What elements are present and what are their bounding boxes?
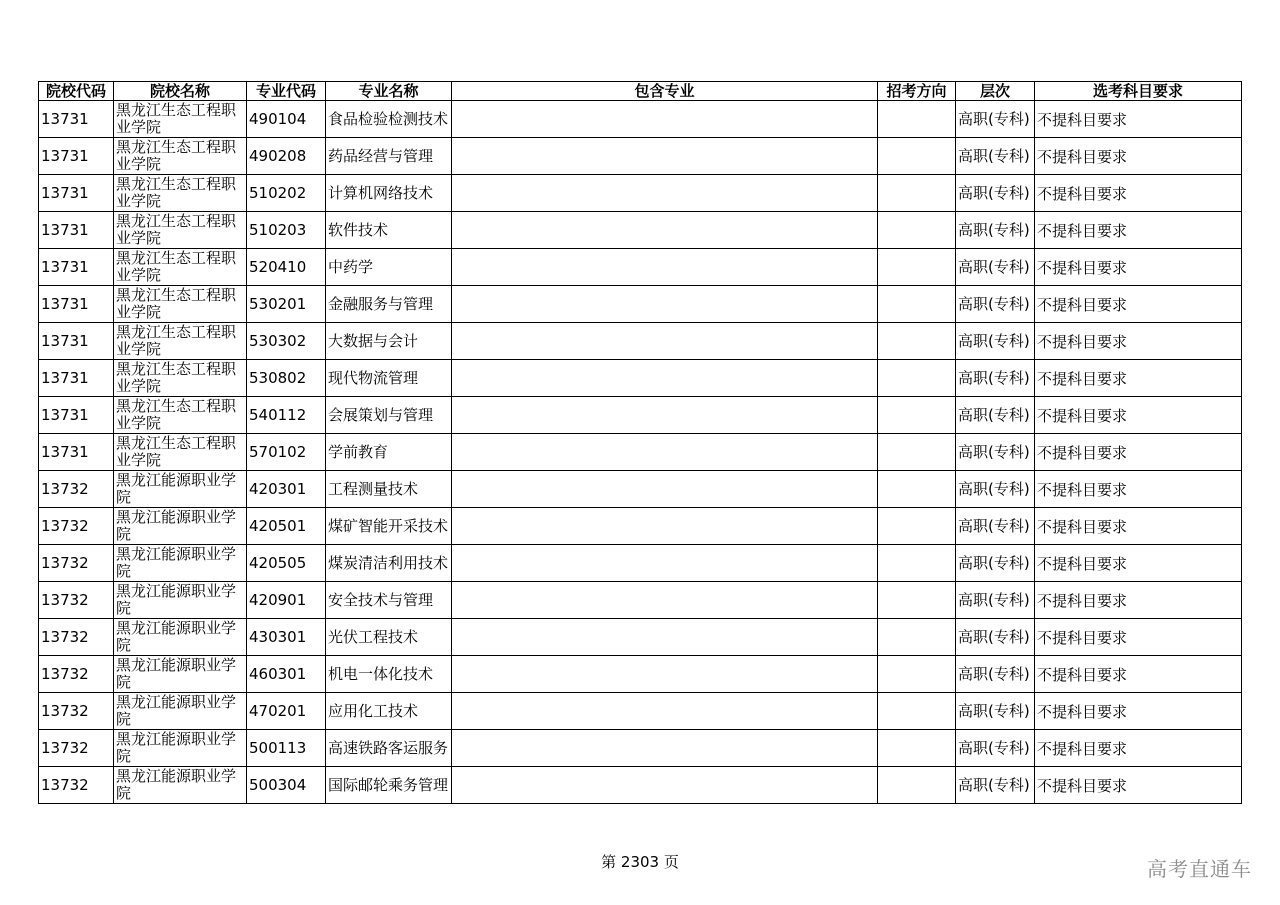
header-direction: 招考方向 [878, 82, 956, 101]
cell-level: 高职(专科) [956, 138, 1035, 175]
cell-major-name: 光伏工程技术 [326, 619, 452, 656]
cell-major-code: 530802 [247, 360, 326, 397]
header-school-name: 院校名称 [114, 82, 247, 101]
cell-subject-requirement: 不提科目要求 [1035, 471, 1242, 508]
cell-level: 高职(专科) [956, 693, 1035, 730]
cell-included-majors [452, 101, 878, 138]
cell-school-name: 黑龙江生态工程职业学院 [114, 286, 247, 323]
cell-school-name: 黑龙江生态工程职业学院 [114, 138, 247, 175]
cell-level: 高职(专科) [956, 767, 1035, 804]
cell-included-majors [452, 656, 878, 693]
header-subject-requirement: 选考科目要求 [1035, 82, 1242, 101]
cell-level: 高职(专科) [956, 656, 1035, 693]
cell-school-code: 13731 [39, 138, 114, 175]
cell-subject-requirement: 不提科目要求 [1035, 582, 1242, 619]
cell-level: 高职(专科) [956, 212, 1035, 249]
cell-school-code: 13732 [39, 656, 114, 693]
cell-school-name: 黑龙江能源职业学院 [114, 730, 247, 767]
cell-school-name: 黑龙江生态工程职业学院 [114, 397, 247, 434]
cell-school-name: 黑龙江生态工程职业学院 [114, 323, 247, 360]
cell-major-code: 470201 [247, 693, 326, 730]
cell-direction [878, 101, 956, 138]
cell-direction [878, 656, 956, 693]
cell-school-code: 13731 [39, 360, 114, 397]
cell-level: 高职(专科) [956, 545, 1035, 582]
cell-included-majors [452, 730, 878, 767]
cell-subject-requirement: 不提科目要求 [1035, 323, 1242, 360]
table-body [39, 101, 1242, 804]
cell-school-name: 黑龙江生态工程职业学院 [114, 101, 247, 138]
cell-included-majors [452, 471, 878, 508]
cell-included-majors [452, 138, 878, 175]
cell-school-code: 13732 [39, 508, 114, 545]
cell-included-majors [452, 582, 878, 619]
cell-subject-requirement: 不提科目要求 [1035, 767, 1242, 804]
cell-school-name: 黑龙江能源职业学院 [114, 767, 247, 804]
cell-subject-requirement: 不提科目要求 [1035, 619, 1242, 656]
table-row [39, 212, 1242, 249]
cell-direction [878, 286, 956, 323]
cell-major-name: 药品经营与管理 [326, 138, 452, 175]
cell-subject-requirement: 不提科目要求 [1035, 508, 1242, 545]
cell-subject-requirement: 不提科目要求 [1035, 693, 1242, 730]
cell-included-majors [452, 249, 878, 286]
cell-school-name: 黑龙江生态工程职业学院 [114, 434, 247, 471]
cell-direction [878, 508, 956, 545]
table-row [39, 101, 1242, 138]
cell-level: 高职(专科) [956, 730, 1035, 767]
cell-direction [878, 175, 956, 212]
header-major-name: 专业名称 [326, 82, 452, 101]
cell-direction [878, 767, 956, 804]
cell-subject-requirement: 不提科目要求 [1035, 656, 1242, 693]
cell-school-code: 13732 [39, 730, 114, 767]
cell-major-name: 软件技术 [326, 212, 452, 249]
table-row [39, 582, 1242, 619]
cell-school-name: 黑龙江能源职业学院 [114, 545, 247, 582]
table-row [39, 434, 1242, 471]
table-row [39, 286, 1242, 323]
cell-major-name: 会展策划与管理 [326, 397, 452, 434]
cell-school-code: 13732 [39, 582, 114, 619]
cell-direction [878, 434, 956, 471]
page-number: 第 2303 页 [601, 853, 679, 871]
cell-included-majors [452, 693, 878, 730]
cell-major-code: 490208 [247, 138, 326, 175]
cell-major-name: 高速铁路客运服务 [326, 730, 452, 767]
cell-direction [878, 582, 956, 619]
cell-school-code: 13731 [39, 249, 114, 286]
cell-school-name: 黑龙江生态工程职业学院 [114, 360, 247, 397]
cell-major-code: 490104 [247, 101, 326, 138]
cell-school-name: 黑龙江能源职业学院 [114, 582, 247, 619]
table-row [39, 508, 1242, 545]
cell-level: 高职(专科) [956, 508, 1035, 545]
cell-school-code: 13732 [39, 693, 114, 730]
cell-level: 高职(专科) [956, 323, 1035, 360]
cell-major-name: 金融服务与管理 [326, 286, 452, 323]
cell-school-code: 13731 [39, 434, 114, 471]
cell-major-code: 420501 [247, 508, 326, 545]
cell-major-name: 中药学 [326, 249, 452, 286]
cell-included-majors [452, 175, 878, 212]
cell-subject-requirement: 不提科目要求 [1035, 286, 1242, 323]
admissions-table [38, 81, 1242, 804]
cell-direction [878, 212, 956, 249]
cell-subject-requirement: 不提科目要求 [1035, 175, 1242, 212]
cell-included-majors [452, 286, 878, 323]
cell-level: 高职(专科) [956, 360, 1035, 397]
cell-school-name: 黑龙江能源职业学院 [114, 471, 247, 508]
cell-subject-requirement: 不提科目要求 [1035, 212, 1242, 249]
cell-major-code: 500113 [247, 730, 326, 767]
cell-school-code: 13732 [39, 619, 114, 656]
table-row [39, 175, 1242, 212]
cell-major-code: 420301 [247, 471, 326, 508]
cell-major-code: 510203 [247, 212, 326, 249]
cell-level: 高职(专科) [956, 101, 1035, 138]
header-included-majors: 包含专业 [452, 82, 878, 101]
cell-school-name: 黑龙江能源职业学院 [114, 619, 247, 656]
cell-direction [878, 730, 956, 767]
cell-major-code: 520410 [247, 249, 326, 286]
cell-major-code: 510202 [247, 175, 326, 212]
cell-included-majors [452, 508, 878, 545]
cell-major-name: 应用化工技术 [326, 693, 452, 730]
cell-major-name: 国际邮轮乘务管理 [326, 767, 452, 804]
cell-included-majors [452, 212, 878, 249]
cell-school-code: 13731 [39, 212, 114, 249]
cell-major-name: 学前教育 [326, 434, 452, 471]
table-row [39, 767, 1242, 804]
cell-major-code: 500304 [247, 767, 326, 804]
cell-subject-requirement: 不提科目要求 [1035, 545, 1242, 582]
cell-direction [878, 397, 956, 434]
cell-school-name: 黑龙江能源职业学院 [114, 693, 247, 730]
cell-major-code: 420505 [247, 545, 326, 582]
cell-school-name: 黑龙江能源职业学院 [114, 656, 247, 693]
cell-direction [878, 249, 956, 286]
cell-major-name: 安全技术与管理 [326, 582, 452, 619]
cell-school-code: 13731 [39, 101, 114, 138]
cell-major-code: 570102 [247, 434, 326, 471]
cell-included-majors [452, 360, 878, 397]
cell-school-code: 13731 [39, 175, 114, 212]
cell-major-name: 工程测量技术 [326, 471, 452, 508]
cell-subject-requirement: 不提科目要求 [1035, 138, 1242, 175]
cell-school-code: 13731 [39, 397, 114, 434]
table-row [39, 656, 1242, 693]
cell-subject-requirement: 不提科目要求 [1035, 397, 1242, 434]
cell-direction [878, 693, 956, 730]
cell-major-code: 530302 [247, 323, 326, 360]
table-row [39, 138, 1242, 175]
cell-included-majors [452, 545, 878, 582]
cell-major-code: 430301 [247, 619, 326, 656]
cell-school-code: 13732 [39, 545, 114, 582]
cell-level: 高职(专科) [956, 286, 1035, 323]
table-row [39, 397, 1242, 434]
header-school-code: 院校代码 [39, 82, 114, 101]
cell-subject-requirement: 不提科目要求 [1035, 434, 1242, 471]
table-row [39, 693, 1242, 730]
cell-school-code: 13732 [39, 471, 114, 508]
cell-direction [878, 545, 956, 582]
table-row [39, 545, 1242, 582]
cell-school-name: 黑龙江能源职业学院 [114, 508, 247, 545]
cell-school-name: 黑龙江生态工程职业学院 [114, 175, 247, 212]
table-row [39, 360, 1242, 397]
cell-school-code: 13731 [39, 323, 114, 360]
table-row [39, 471, 1242, 508]
cell-school-code: 13731 [39, 286, 114, 323]
cell-direction [878, 323, 956, 360]
cell-included-majors [452, 767, 878, 804]
cell-major-code: 460301 [247, 656, 326, 693]
cell-school-code: 13732 [39, 767, 114, 804]
cell-level: 高职(专科) [956, 434, 1035, 471]
cell-major-name: 现代物流管理 [326, 360, 452, 397]
table-header-row [39, 82, 1242, 101]
cell-level: 高职(专科) [956, 249, 1035, 286]
cell-level: 高职(专科) [956, 397, 1035, 434]
cell-direction [878, 619, 956, 656]
cell-included-majors [452, 434, 878, 471]
cell-major-code: 540112 [247, 397, 326, 434]
header-level: 层次 [956, 82, 1035, 101]
cell-school-name: 黑龙江生态工程职业学院 [114, 249, 247, 286]
cell-level: 高职(专科) [956, 582, 1035, 619]
table-row [39, 619, 1242, 656]
cell-included-majors [452, 323, 878, 360]
cell-level: 高职(专科) [956, 175, 1035, 212]
cell-direction [878, 360, 956, 397]
cell-included-majors [452, 397, 878, 434]
cell-major-code: 530201 [247, 286, 326, 323]
cell-direction [878, 471, 956, 508]
cell-subject-requirement: 不提科目要求 [1035, 360, 1242, 397]
cell-major-name: 机电一体化技术 [326, 656, 452, 693]
cell-school-name: 黑龙江生态工程职业学院 [114, 212, 247, 249]
cell-major-code: 420901 [247, 582, 326, 619]
watermark: 高考直通车 [1147, 857, 1252, 881]
cell-major-name: 计算机网络技术 [326, 175, 452, 212]
cell-major-name: 煤矿智能开采技术 [326, 508, 452, 545]
cell-major-name: 煤炭清洁利用技术 [326, 545, 452, 582]
table-row [39, 323, 1242, 360]
table-row [39, 730, 1242, 767]
cell-subject-requirement: 不提科目要求 [1035, 101, 1242, 138]
header-major-code: 专业代码 [247, 82, 326, 101]
cell-direction [878, 138, 956, 175]
cell-subject-requirement: 不提科目要求 [1035, 249, 1242, 286]
cell-subject-requirement: 不提科目要求 [1035, 730, 1242, 767]
table-row [39, 249, 1242, 286]
cell-major-name: 食品检验检测技术 [326, 101, 452, 138]
cell-major-name: 大数据与会计 [326, 323, 452, 360]
cell-included-majors [452, 619, 878, 656]
cell-level: 高职(专科) [956, 619, 1035, 656]
cell-level: 高职(专科) [956, 471, 1035, 508]
